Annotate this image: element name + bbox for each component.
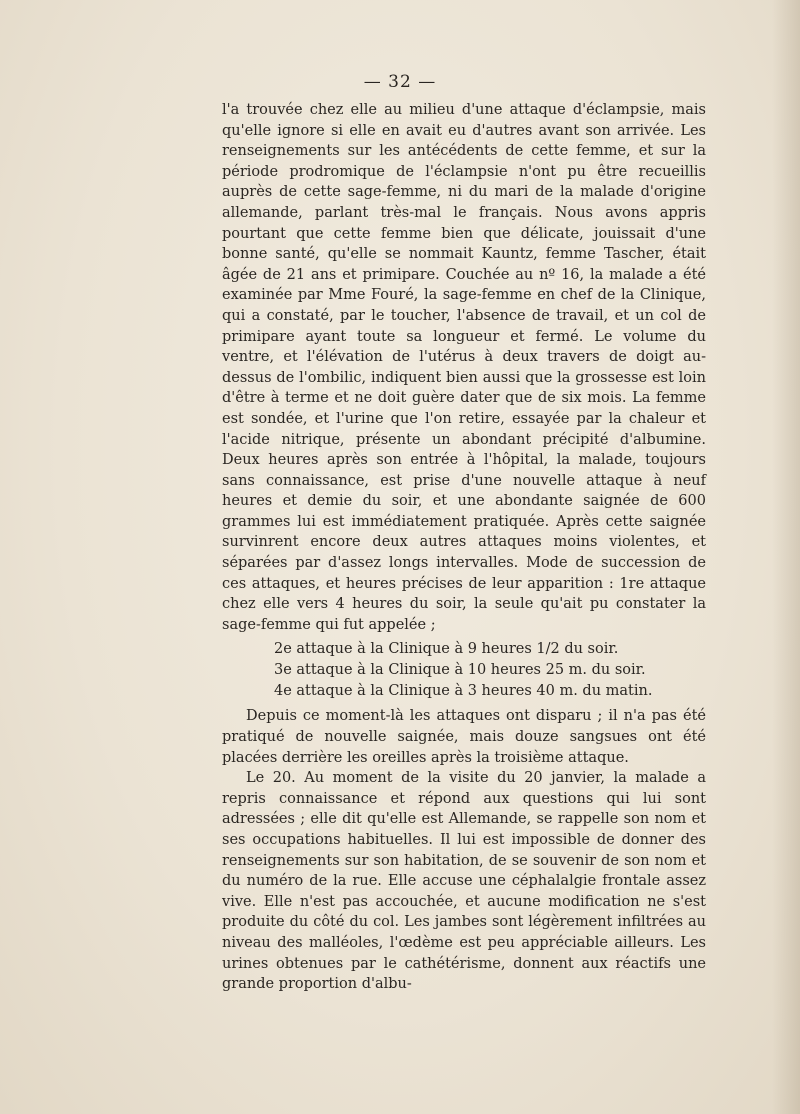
paragraph-visit-20: Le 20. Au moment de la visite du 20 janvier, la malade a repris connaissance et répond aux questions qui lui sont adressées ; elle dit qu'elle est Allemande, se rappelle son nom et ses occupations habituelles. Il lui est impossible de donner des renseignements sur son habitation, de se souvenir de son nom et du numéro de la rue. Elle accuse une céphalalgie frontale assez vive. Elle n'est pas accouchée, et aucune modification ne s'est produite du côté du col. Les jambes sont légèrement infiltrées au niveau des malléoles, l'œdème est peu appréciable ailleurs. Les urines obtenues par le cathétérisme, donnent aux réactifs une grande proportion d'albu- xyxy=(222,770,706,993)
paragraph-observation: l'a trouvée chez elle au milieu d'une attaque d'éclampsie, mais qu'elle ignore si elle en avait eu d'autres avant son arrivée. Les renseignements sur les antécédents de cette femme, et sur la période prodromique de l'éclampsie n'ont pu être recueillis auprès de cette sage-femme, ni du mari de la malade d'origine allemande, parlant très-mal le français. Nous avons appris pourtant que cette femme bien que délicate, jouissait d'une bonne santé, qu'elle se nommait Kauntz, femme Tascher, était âgée de 21 ans et primipare. Couchée au nº 16, la malade a été examinée par Mme Fouré, la sage-femme en chef de la Clinique, qui a constaté, par le toucher, l'absence de travail, et un col de primipare ayant toute sa longueur et fermé. Le volume du ventre, et l'élévation de l'utérus à deux travers de doigt au-dessus de l'ombilic, indiquent bien aussi que la grossesse est loin d'être à terme et ne doit guère dater que de six mois. La femme est sondée, et l'urine que l'on retire, essayée par la chaleur et l'acide nitrique, présente un abondant précipité d'albumine. Deux heures après son entrée à l'hôpital, la malade, toujours sans connaissance, est prise d'une nouvelle attaque à neuf heures et demie du soir, et une abondante saignée de 600 grammes lui est immédiatement pratiquée. Après cette saignée survinrent encore deux autres attaques moins violentes, et séparées par d'assez longs intervalles. Mode de succession de ces attaques, et heures précises de leur apparition : 1re attaque chez elle vers 4 heures du soir, la seule qu'ait pu constater la sage-femme qui fut appelée ; xyxy=(222,102,706,633)
attack-item-2: 2e attaque à la Clinique à 9 heures 1/2 du soir. xyxy=(274,641,619,658)
attack-item-4: 4e attaque à la Clinique à 3 heures 40 m. du matin. xyxy=(274,683,653,700)
page-body xyxy=(222,100,706,995)
attack-item-3: 3e attaque à la Clinique à 10 heures 25 m. du soir. xyxy=(274,662,646,679)
paragraph-after-attacks: Depuis ce moment-là les attaques ont disparu ; il n'a pas été pratiqué de nouvelle saignée, mais douze sangsues ont été placées derrière les oreilles après la troisième attaque. xyxy=(222,708,706,766)
attack-list xyxy=(274,639,706,702)
page-number: — 32 — xyxy=(363,72,437,92)
